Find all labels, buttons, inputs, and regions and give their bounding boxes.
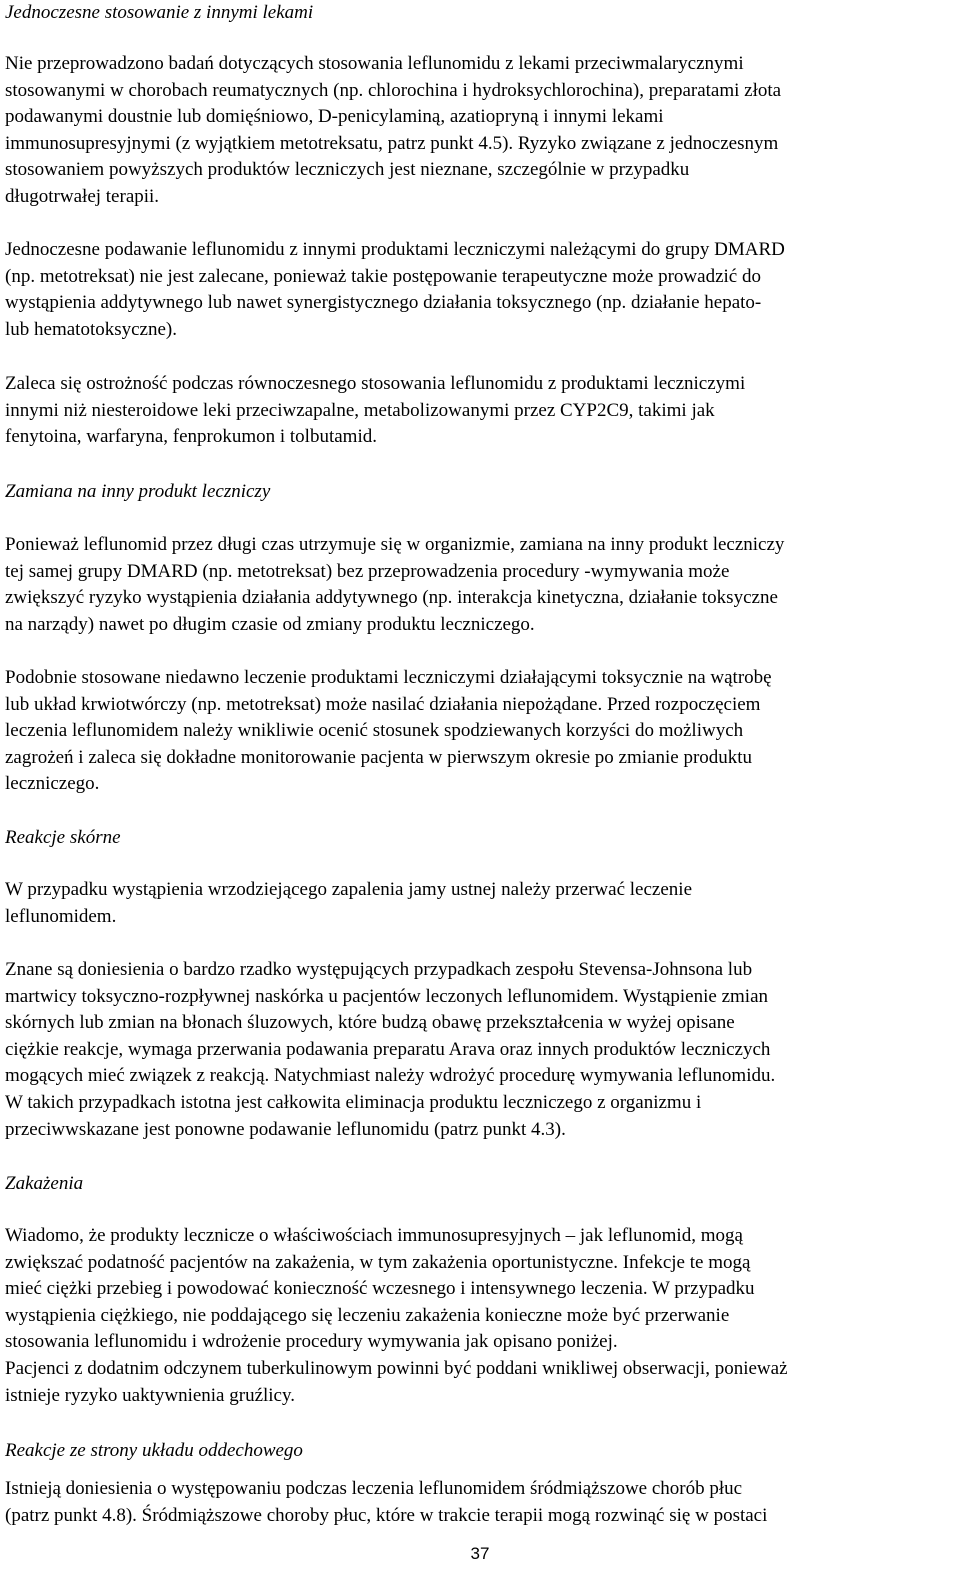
section-heading: Zakażenia xyxy=(5,1173,84,1194)
paragraph xyxy=(5,371,955,451)
paragraph-text: Istnieją doniesienia o występowaniu podczas leczenia leflunomidem śródmiąższowe chorób płuc (patrz punkt 4.8). Śródmiąższowe choroby płuc, które w trakcie terapii mogą rozwinąć się w postaci xyxy=(5,1478,768,1526)
section-heading: Zamiana na inny produkt leczniczy xyxy=(5,481,271,502)
paragraph xyxy=(5,237,955,343)
section-heading-switching xyxy=(5,479,955,505)
paragraph-text: Wiadomo, że produkty lecznicze o właściwościach immunosupresyjnych – jak leflunomid, mogą zwiększać podatność pacjentów na zakażenia, w tym zakażenia oportunistyczne. Infekcje te mogą mieć ciężki przebieg i powodować konieczność wczesnego i intensywnego leczenia. W przypadku wystąpienia ciężkiego, nie poddającego się leczeniu zakażenia konieczne może być przerwanie stosowania leflunomidu i wdrożenie procedury wymywania jak opisano poniżej. Pacjenci z dodatnim odczynem tuberkulinowym powinni być poddani wnikliwej obserwacji, ponieważ istnieje ryzyko uaktywnienia gruźlicy. xyxy=(5,1225,788,1406)
paragraph-text: Ponieważ leflunomid przez długi czas utrzymuje się w organizmie, zamiana na inny produkt leczniczy tej samej grupy DMARD (np. metotreksat) bez przeprowadzenia procedury -wymywania może zwiększyć ryzyko wystąpienia działania addytywnego (np. interakcja kinetyczna, działanie toksyczne na narządy) nawet po długim czasie od zmiany produktu leczniczego. xyxy=(5,534,785,635)
paragraph-text: Zaleca się ostrożność podczas równoczesnego stosowania leflunomidu z produktami leczniczymi innymi niż niesteroidowe leki przeciwzapalne, metabolizowanymi przez CYP2C9, takimi jak fenytoina, warfaryna, fenprokumon i tolbutamid. xyxy=(5,373,746,448)
paragraph xyxy=(5,1223,955,1409)
paragraph xyxy=(5,532,955,638)
section-heading: Reakcje skórne xyxy=(5,827,121,848)
paragraph-text: Podobnie stosowane niedawno leczenie produktami leczniczymi działającymi toksycznie na wątrobę lub układ krwiotwórczy (np. metotreksat) może nasilać działania niepożądane. Przed rozpoczęciem leczenia leflunomidem należy wnikliwie ocenić stosunek spodziewanych korzyści do możliwych zagrożeń i zaleca się dokładne monitorowanie pacjenta w pierwszym okresie po zmianie produktu leczniczego. xyxy=(5,667,772,795)
paragraph xyxy=(5,877,955,930)
page-number: 37 xyxy=(470,1544,490,1563)
paragraph xyxy=(5,665,955,798)
section-heading-infections xyxy=(5,1171,955,1197)
section-heading: Jednoczesne stosowanie z innymi lekami xyxy=(5,2,314,23)
section-heading-interactions xyxy=(5,0,955,26)
paragraph-text: W przypadku wystąpienia wrzodziejącego zapalenia jamy ustnej należy przerwać leczenie leflunomidem. xyxy=(5,879,692,927)
paragraph xyxy=(5,1476,955,1529)
paragraph xyxy=(5,51,955,211)
paragraph xyxy=(5,957,955,1143)
section-heading-skin xyxy=(5,825,955,851)
paragraph-text: Nie przeprowadzono badań dotyczących stosowania leflunomidu z lekami przeciwmalarycznymi stosowanymi w chorobach reumatycznych (np. chlorochina i hydroksychlorochina), preparatami złota podawanymi doustnie lub domięśniowo, D-penicylaminą, azatiopryną i innymi lekami immunosupresyjnymi (z wyjątkiem metotreksatu, patrz punkt 4.5). Ryzyko związane z jednoczesnym stosowaniem powyższych produktów leczniczych jest nieznane, szczególnie w przypadku długotrwałej terapii. xyxy=(5,53,782,207)
paragraph-text: Jednoczesne podawanie leflunomidu z innymi produktami leczniczymi należącymi do grupy DMARD (np. metotreksat) nie jest zalecane, ponieważ takie postępowanie terapeutyczne może prowadzić do wystąpienia addytywnego lub nawet synergistycznego działania toksycznego (np. działanie hepato- lub hematotoksyczne). xyxy=(5,239,785,340)
section-heading: Reakcje ze strony układu oddechowego xyxy=(5,1440,303,1461)
paragraph-text: Znane są doniesienia o bardzo rzadko występujących przypadkach zespołu Stevensa-Johnsona lub martwicy toksyczno-rozpływnej naskórka u pacjentów leczonych leflunomidem. Wystąpienie zmian skórnych lub zmian na błonach śluzowych, które budzą obawę przekształcenia w wyżej opisane ciężkie reakcje, wymaga przerwania podawania preparatu Arava oraz innych produktów leczniczych mogących mieć związek z reakcją. Natychmiast należy wdrożyć procedurę wymywania leflunomidu. W takich przypadkach istotna jest całkowita eliminacja produktu leczniczego z organizmu i przeciwwskazane jest ponowne podawanie leflunomidu (patrz punkt 4.3). xyxy=(5,959,776,1140)
section-heading-respiratory xyxy=(5,1438,955,1464)
